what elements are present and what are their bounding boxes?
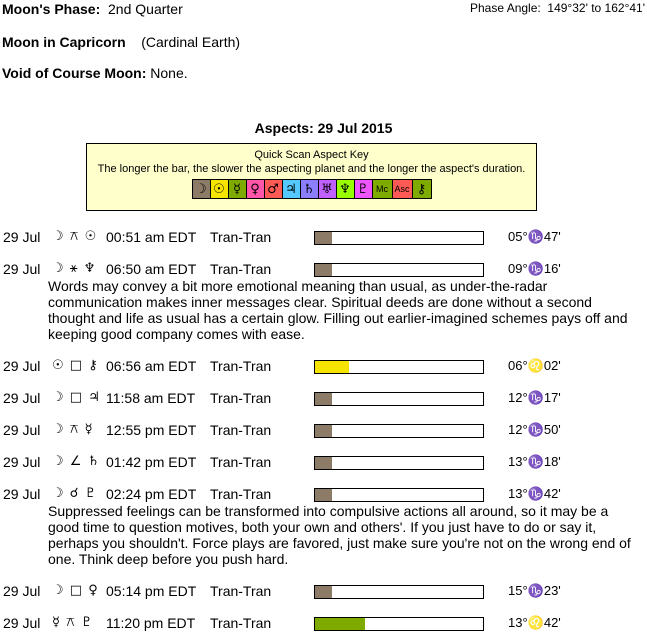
aspect-date: 29 Jul [3, 615, 41, 631]
duration-bar-fill [315, 264, 332, 276]
aspect-position: 09°♑16' [508, 261, 561, 276]
aspect-key-box [86, 143, 537, 211]
aspect-position: 05°♑47' [508, 229, 561, 244]
aspect-date: 29 Jul [3, 358, 41, 374]
duration-bar-fill [315, 457, 332, 469]
aspect-row [0, 261, 647, 279]
duration-bar [314, 263, 484, 277]
saturn-key-icon: ♄ [301, 180, 319, 198]
void-value: None. [150, 65, 188, 81]
aspect-time: 02:24 pm EDT [106, 486, 197, 502]
aspect-time: 01:42 pm EDT [106, 454, 197, 470]
duration-bar-fill [315, 393, 332, 405]
aspect-row [0, 358, 647, 376]
aspect-row [0, 486, 647, 504]
chiron-key-icon: ⚷ [413, 180, 431, 198]
aspect-position: 12°♑17' [508, 390, 561, 405]
aspect-position: 13°♑42' [508, 486, 561, 501]
aspect-date: 29 Jul [3, 229, 41, 245]
aspect-position: 13°♌42' [508, 615, 561, 630]
aspect-row [0, 390, 647, 408]
aspect-glyphs-icon: ☽ □ ♀ [52, 583, 99, 598]
void-label: Void of Course Moon: [2, 65, 147, 81]
moon-phase [2, 1, 183, 17]
key-swatches [192, 179, 432, 199]
aspect-position: 12°♑50' [508, 422, 561, 437]
duration-bar-fill [315, 232, 332, 244]
mars-key-icon: ♂ [265, 180, 283, 198]
aspect-glyphs-icon: ☽ ⚻ ☿ [52, 422, 94, 437]
aspect-glyphs-icon: ☽ ∠ ♄ [52, 454, 101, 469]
moon-sign-label: Moon in Capricorn [2, 34, 126, 50]
aspect-position: 15°♑23' [508, 583, 561, 598]
moon-key-icon: ☽ [193, 180, 211, 198]
aspect-type: Tran-Tran [210, 422, 272, 438]
sun-key-icon: ☉ [211, 180, 229, 198]
duration-bar [314, 424, 484, 438]
moon-phase-value: 2nd Quarter [108, 1, 183, 17]
aspect-description: Suppressed feelings can be transformed into compulsive actions all around, so it may be a good time to question motives, both your own and others'. If you just have to do or say it, perhaps you shouldn't. Force plays are favored, just make sure you're not on the wrong end of one. Think deep before you push hard. [48, 503, 631, 567]
duration-bar [314, 456, 484, 470]
duration-bar [314, 488, 484, 502]
aspect-glyphs-icon: ☽ □ ♃ [52, 390, 101, 405]
aspect-time: 12:55 pm EDT [106, 422, 197, 438]
duration-bar [314, 392, 484, 406]
phase-angle-label: Phase Angle: [470, 1, 541, 15]
aspect-time: 11:20 pm EDT [106, 615, 196, 631]
aspect-type: Tran-Tran [210, 583, 272, 599]
aspect-date: 29 Jul [3, 486, 41, 502]
jupiter-key-icon: ♃ [283, 180, 301, 198]
aspect-row [0, 615, 647, 633]
duration-bar-fill [315, 586, 332, 598]
duration-bar-fill [315, 361, 349, 373]
mc-key-icon: Mc [373, 180, 393, 198]
duration-bar [314, 585, 484, 599]
aspect-glyphs-icon: ☽ ☌ ♇ [52, 486, 98, 501]
aspect-time: 00:51 am EDT [106, 229, 197, 245]
aspect-date: 29 Jul [3, 422, 41, 438]
aspect-glyphs-icon: ☽ ⚹ ♆ [52, 261, 97, 276]
aspect-glyphs-icon: ☽ ⚻ ☉ [52, 229, 98, 244]
aspect-type: Tran-Tran [210, 454, 272, 470]
aspects-title: Aspects: 29 Jul 2015 [254, 120, 393, 136]
phase-angle [470, 1, 645, 15]
aspect-type: Tran-Tran [210, 486, 272, 502]
aspect-time: 06:50 am EDT [106, 261, 197, 277]
aspect-date: 29 Jul [3, 583, 41, 599]
duration-bar-fill [315, 618, 365, 630]
phase-angle-value: 149°32' to 162°41' [547, 1, 645, 15]
void-of-course [2, 65, 188, 81]
aspect-type: Tran-Tran [210, 615, 272, 631]
duration-bar-fill [315, 425, 332, 437]
neptune-key-icon: ♆ [337, 180, 355, 198]
aspect-row [0, 422, 647, 440]
aspect-glyphs-icon: ☿ ⚻ ♇ [52, 615, 94, 630]
aspect-date: 29 Jul [3, 261, 41, 277]
aspect-description: Words may convey a bit more emotional meaning than usual, as under-the-radar communication makes inner messages clear. Spiritual deeds are done without a second thought and life as usual has a certain glow. Filling out earlier-imagined schemes pays off and keeping good company comes with ease. [48, 278, 628, 342]
key-title: Quick Scan Aspect Key [254, 149, 369, 161]
aspect-date: 29 Jul [3, 390, 41, 406]
duration-bar-fill [315, 489, 332, 501]
moon-phase-label: Moon's Phase: [2, 1, 101, 17]
duration-bar [314, 360, 484, 374]
aspect-time: 05:14 pm EDT [106, 583, 197, 599]
venus-key-icon: ♀ [247, 180, 265, 198]
aspect-position: 13°♑18' [508, 454, 561, 469]
duration-bar [314, 231, 484, 245]
mercury-key-icon: ☿ [229, 180, 247, 198]
key-description: The longer the bar, the slower the aspecting planet and the longer the aspect's duration. [97, 163, 526, 175]
moon-sign [2, 34, 240, 50]
duration-bar [314, 617, 484, 631]
pluto-key-icon: ♇ [355, 180, 373, 198]
aspect-date: 29 Jul [3, 454, 41, 470]
aspect-position: 06°♌02' [508, 358, 561, 373]
aspect-time: 11:58 am EDT [106, 390, 196, 406]
aspect-time: 06:56 am EDT [106, 358, 197, 374]
aspect-type: Tran-Tran [210, 358, 272, 374]
aspect-type: Tran-Tran [210, 390, 272, 406]
aspect-glyphs-icon: ☉ □ ⚷ [52, 358, 99, 373]
aspect-row [0, 454, 647, 472]
aspect-row [0, 229, 647, 247]
aspect-row [0, 583, 647, 601]
moon-sign-detail: (Cardinal Earth) [141, 34, 241, 50]
aspect-type: Tran-Tran [210, 229, 272, 245]
uranus-key-icon: ♅ [319, 180, 337, 198]
aspect-type: Tran-Tran [210, 261, 272, 277]
asc-key-icon: Asc [393, 180, 413, 198]
